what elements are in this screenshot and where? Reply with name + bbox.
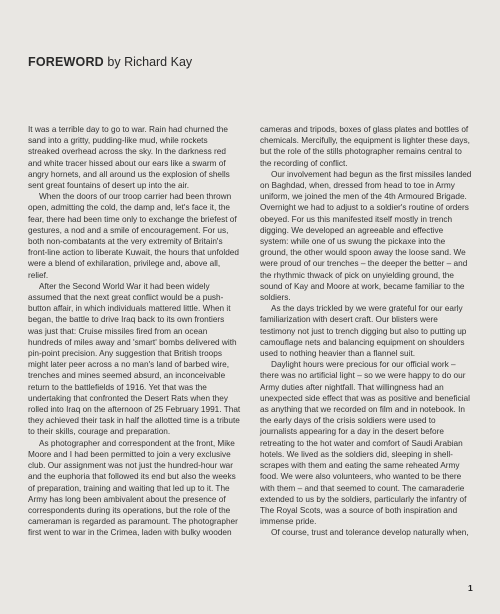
left-column [28, 124, 241, 539]
paragraph: When the doors of our troop carrier had been thrown open, admitting the cold, the damp and, let's face it, the fear, there had been time only to exchange the briefest of gestures, a nod and a smile of encouragement. For us, both non-combatants at the very extremity of Britain's front-line action to liberate Kuwait, the hours that unfolded were a blend of exhilaration, privilege and, above all, relief. [28, 192, 239, 280]
foreword-heading [28, 55, 192, 69]
heading-word: FOREWORD [28, 55, 104, 69]
paragraph: Daylight hours were precious for our official work – there was no artificial light – so we were happy to do our Army duties after nightfall. That willingness had an unexpected side effect that was as positive and beneficial as anything that we recorded on film and in notebook. In the early days of the crisis soldiers were used to journalists appearing for a day in the desert before retreating to the hot water and comfort of Saudi Arabian hotels. We lived as the soldiers did, sleeping in shell-scrapes with them and eating the same reheated Army food. We were also volunteers, who wanted to be there with them – and that seemed to count. The camaraderie extended to us by the soldiers, particularly the infantry of The Royal Scots, was a source of both inspiration and immense pride. [260, 360, 470, 527]
paragraph: As the days trickled by we were grateful for our early familiarization with desert craft. Our blisters were testimony not just to trench digging but also to putting up camouflage nets and balancing equipment on shoulders used to nothing heavier than a flannel suit. [260, 304, 467, 359]
heading-byline: by Richard Kay [107, 55, 193, 69]
paragraph: Our involvement had begun as the first missiles landed on Baghdad, when, dressed from head to toe in Army uniform, we joined the men of the 4th Armoured Brigade. Overnight we had to adjust to a soldier's routine of orders obeyed. For us this manifested itself mostly in trench digging. We developed an agreeable and effective system: while one of us swung the pickaxe into the ground, the other would spoon away the loose sand. We were proud of our trenches – the deeper the better – and the rhythmic thwack of pick on unyielding ground, the sound of Kay and Moore at work, became familiar to the soldiers. [260, 169, 472, 303]
paragraph: It was a terrible day to go to war. Rain had churned the sand into a gritty, pudding-like mud, while rockets streaked overhead across the sky. In the darkness red and white tracer hissed about our ears like a swarm of angry hornets, and all around us the explosion of shells sent great fountains of desert up into the air. [28, 125, 230, 191]
right-column [260, 124, 473, 539]
paragraph: As photographer and correspondent at the front, Mike Moore and I had been permitted to join a very exclusive club. Our assignment was not just the hundred-hour war and the euphoria that followed its end but also the weeks of preparation, training and waiting that led up to it. The Army has long been ambivalent about the presence of correspondents during its operations, but the role of the cameraman is regarded as paramount. The photographer first went to war in the Crimea, laden with bulky wooden [28, 438, 238, 538]
page-number: 1 [468, 583, 473, 593]
paragraph: Of course, trust and tolerance develop naturally when, [271, 528, 469, 538]
paragraph: After the Second World War it had been widely assumed that the next great conflict would be a push-button affair, in which individuals mattered little. When it began, the battle to drive Iraq back to its own frontiers was just that: Cruise missiles fired from an ocean hundreds of miles away and 'smart' bombs delivered with pin-point precision. Any suggestion that British troops might later peer across a no man's land of barbed wire, trenches and mines seemed absurd, an inconceivable return to the battlefields of 1916. Yet that was the undertaking that confronted the Desert Rats when they rolled into Iraq on the afternoon of 25 February 1991. That they achieved their task in half the allotted time is a tribute to their skills, courage and preparation. [28, 281, 241, 437]
paragraph: cameras and tripods, boxes of glass plates and bottles of chemicals. Mercifully, the equipment is lighter these days, but the role of the stills photographer remains central to the recording of conflict. [260, 125, 470, 168]
